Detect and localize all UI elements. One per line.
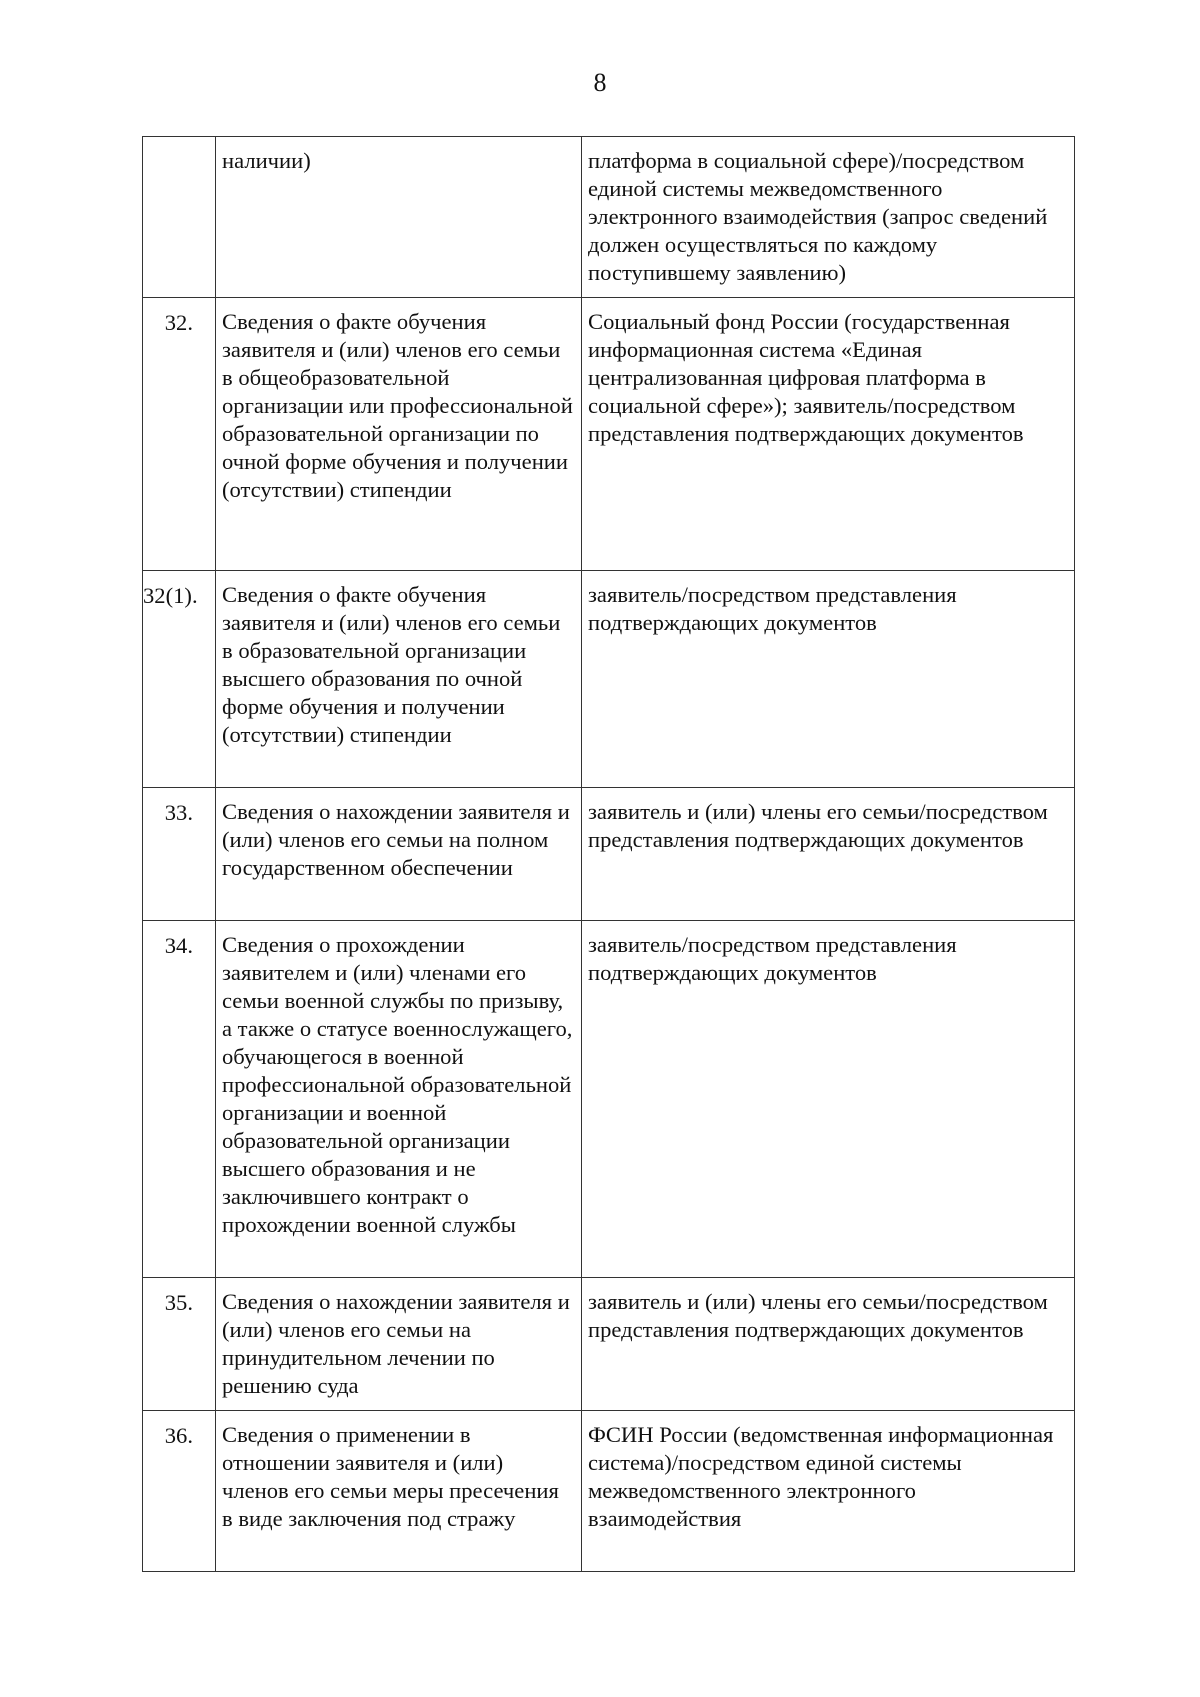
row-number: [143, 137, 215, 148]
page-number: 8: [593, 68, 607, 97]
row-description: Сведения о нахождении заявителя и (или) членов его семьи на принудительном лечении по решению суда: [222, 1289, 570, 1398]
row-number: 33.: [164, 800, 193, 825]
row-number-cell: [143, 298, 216, 571]
row-description: наличии): [222, 148, 311, 173]
row-source: ФСИН России (ведомственная информационная система)/посредством единой системы межведомственного электронного взаимодействия: [588, 1422, 1054, 1531]
table-row: [143, 298, 1075, 571]
description-cell: [216, 788, 582, 921]
description-cell: [216, 571, 582, 788]
description-cell: [216, 1278, 582, 1411]
table-row: [143, 788, 1075, 921]
source-cell: [582, 137, 1075, 298]
row-source: заявитель/посредством представления подтверждающих документов: [588, 932, 957, 985]
description-cell: [216, 1411, 582, 1572]
source-cell: [582, 1411, 1075, 1572]
table-row: [143, 921, 1075, 1278]
source-cell: [582, 788, 1075, 921]
table-row: [143, 1278, 1075, 1411]
source-cell: [582, 921, 1075, 1278]
row-number-cell: [143, 1278, 216, 1411]
row-number-cell: [143, 571, 216, 788]
source-cell: [582, 571, 1075, 788]
row-number-cell: [143, 921, 216, 1278]
description-cell: [216, 298, 582, 571]
row-number-cell: [143, 137, 216, 298]
row-number: 32.: [164, 310, 193, 335]
row-number-cell: [143, 1411, 216, 1572]
row-description: Сведения о прохождении заявителем и (или) членами его семьи военной службы по призыву, а также о статусе военнослужащего, обучающегося в военной профессиональной образовательной организации и военной образовательной организации высшего образования и не заключившего контракт о прохождении военной службы: [222, 932, 573, 1237]
row-source: Социальный фонд России (государственная информационная система «Единая централизованная цифровая платформа в социальной сфере»); заявитель/посредством представления подтверждающих документов: [588, 309, 1024, 446]
row-source: платформа в социальной сфере)/посредством единой системы межведомственного электронного взаимодействия (запрос сведений должен осуществляться по каждому поступившему заявлению): [588, 148, 1048, 285]
source-cell: [582, 298, 1075, 571]
description-cell: [216, 921, 582, 1278]
row-number: 34.: [164, 933, 193, 958]
row-description: Сведения о факте обучения заявителя и (или) членов его семьи в общеобразовательной организации или профессиональной образовательной организации по очной форме обучения и получении (отсутствии) стипендии: [222, 309, 573, 502]
row-description: Сведения о нахождении заявителя и (или) членов его семьи на полном государственном обеспечении: [222, 799, 570, 880]
table-row: [143, 1411, 1075, 1572]
table-row: [143, 571, 1075, 788]
source-cell: [582, 1278, 1075, 1411]
row-source: заявитель/посредством представления подтверждающих документов: [588, 582, 957, 635]
table-row: [143, 137, 1075, 298]
description-cell: [216, 137, 582, 298]
row-source: заявитель и (или) члены его семьи/посредством представления подтверждающих документов: [588, 799, 1048, 852]
row-number: 36.: [164, 1423, 193, 1448]
document-table: [142, 136, 1075, 1572]
row-source: заявитель и (или) члены его семьи/посредством представления подтверждающих документов: [588, 1289, 1048, 1342]
row-number-cell: [143, 788, 216, 921]
row-number: 32(1).: [143, 583, 198, 608]
row-description: Сведения о применении в отношении заявителя и (или) членов его семьи меры пресечения в виде заключения под стражу: [222, 1422, 559, 1531]
row-description: Сведения о факте обучения заявителя и (или) членов его семьи в образовательной организации высшего образования по очной форме обучения и получении (отсутствии) стипендии: [222, 582, 561, 747]
row-number: 35.: [164, 1290, 193, 1315]
